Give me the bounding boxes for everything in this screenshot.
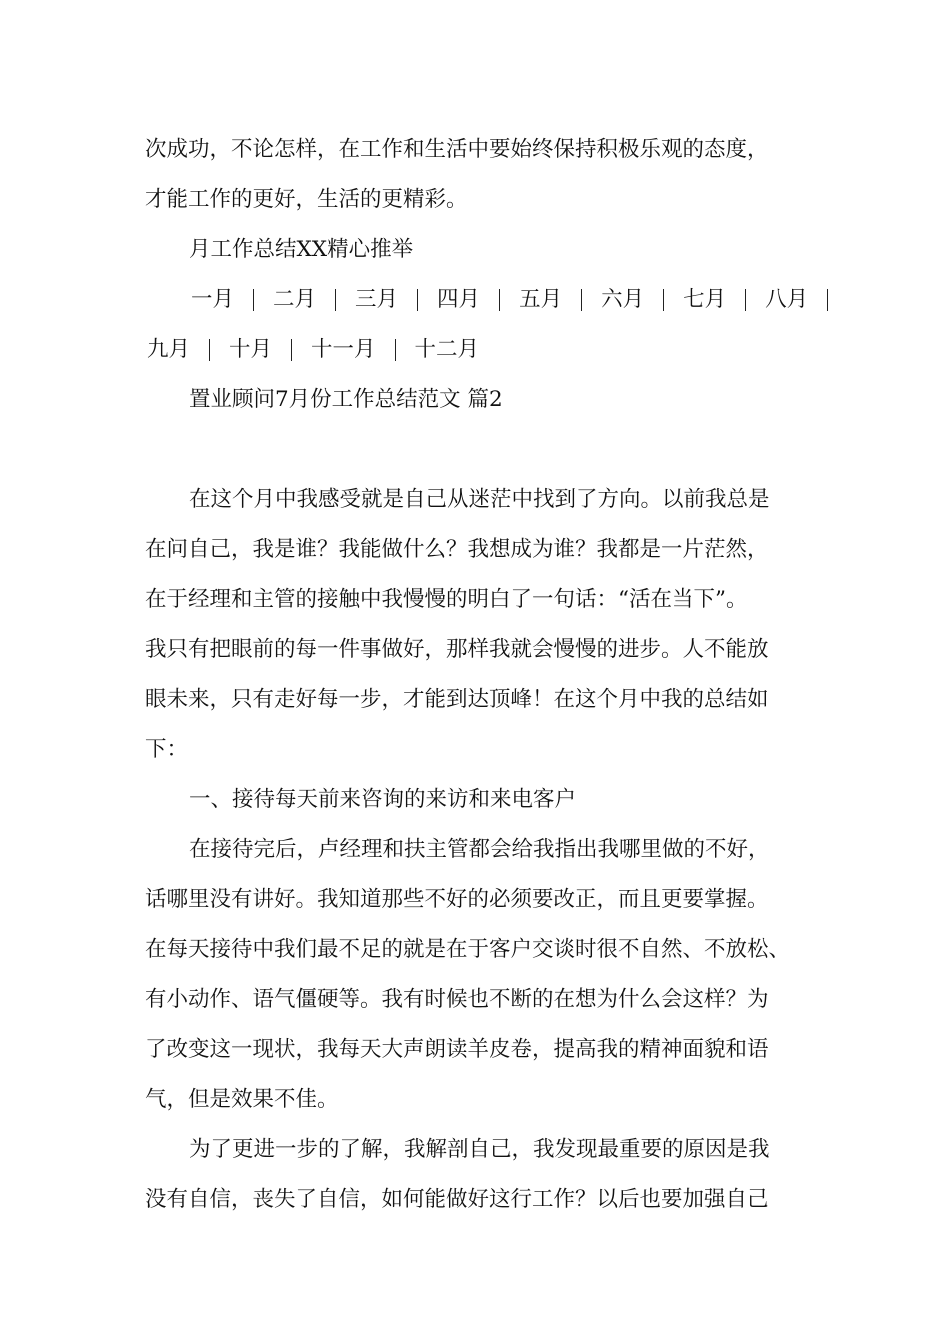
- month-link-jul[interactable]: 七月: [683, 287, 727, 312]
- month-link-may[interactable]: 五月: [519, 287, 563, 312]
- paragraph-line: 了改变这一现状，我每天大声朗读羊皮卷，提高我的精神面貌和语: [145, 1037, 769, 1062]
- paragraph-line: 才能工作的更好，生活的更精彩。: [145, 187, 468, 212]
- recommend-title: 月工作总结XX精心推举: [189, 237, 414, 262]
- month-link-jun[interactable]: 六月: [601, 287, 645, 312]
- month-link-oct[interactable]: 十月: [229, 337, 273, 362]
- month-links-row-2: [145, 336, 481, 364]
- paragraph-line: 眼未来，只有走好每一步，才能到达顶峰！在这个月中我的总结如: [145, 687, 769, 712]
- paragraph-line: 在问自己，我是谁？我能做什么？我想成为谁？我都是一片茫然，: [145, 537, 769, 562]
- month-separator: [209, 339, 210, 361]
- paragraph-line: 在每天接待中我们最不足的就是在于客户交谈时很不自然、不放松、: [145, 937, 791, 962]
- month-separator: [395, 339, 396, 361]
- month-separator: [335, 289, 336, 311]
- paragraph-line: 气，但是效果不佳。: [145, 1087, 339, 1112]
- month-link-mar[interactable]: 三月: [355, 287, 399, 312]
- month-links-row-1: [189, 286, 845, 314]
- section-heading: 一、接待每天前来咨询的来访和来电客户: [189, 787, 577, 812]
- month-separator: [417, 289, 418, 311]
- month-link-jan[interactable]: 一月: [191, 287, 235, 312]
- paragraph-line: 在接待完后，卢经理和扶主管都会给我指出我哪里做的不好，: [189, 837, 770, 862]
- month-link-nov[interactable]: 十一月: [311, 337, 376, 362]
- month-separator: [745, 289, 746, 311]
- paragraph-line: 在这个月中我感受就是自己从迷茫中找到了方向。以前我总是: [189, 487, 770, 512]
- month-separator: [827, 289, 828, 311]
- paragraph-line: 在于经理和主管的接触中我慢慢的明白了一句话：“活在当下”。: [145, 587, 748, 612]
- month-link-feb[interactable]: 二月: [273, 287, 317, 312]
- paragraph-line: 有小动作、语气僵硬等。我有时候也不断的在想为什么会这样？为: [145, 987, 769, 1012]
- month-separator: [581, 289, 582, 311]
- month-separator: [253, 289, 254, 311]
- month-separator: [291, 339, 292, 361]
- month-separator: [663, 289, 664, 311]
- month-link-sep[interactable]: 九月: [147, 337, 191, 362]
- month-link-aug[interactable]: 八月: [765, 287, 809, 312]
- paragraph-line: 话哪里没有讲好。我知道那些不好的必须要改正，而且更要掌握。: [145, 887, 769, 912]
- paragraph-line: 下：: [145, 737, 189, 762]
- month-link-apr[interactable]: 四月: [437, 287, 481, 312]
- paragraph-line: 次成功，不论怎样，在工作和生活中要始终保持积极乐观的态度，: [145, 137, 769, 162]
- month-link-dec[interactable]: 十二月: [414, 337, 480, 362]
- month-separator: [499, 289, 500, 311]
- paragraph-line: 我只有把眼前的每一件事做好，那样我就会慢慢的进步。人不能放: [145, 637, 769, 662]
- paragraph-line: 没有自信，丧失了自信，如何能做好这行工作？以后也要加强自己: [145, 1187, 769, 1212]
- article-title: 置业顾问7月份工作总结范文 篇2: [189, 387, 503, 412]
- paragraph-line: 为了更进一步的了解，我解剖自己，我发现最重要的原因是我: [189, 1137, 770, 1162]
